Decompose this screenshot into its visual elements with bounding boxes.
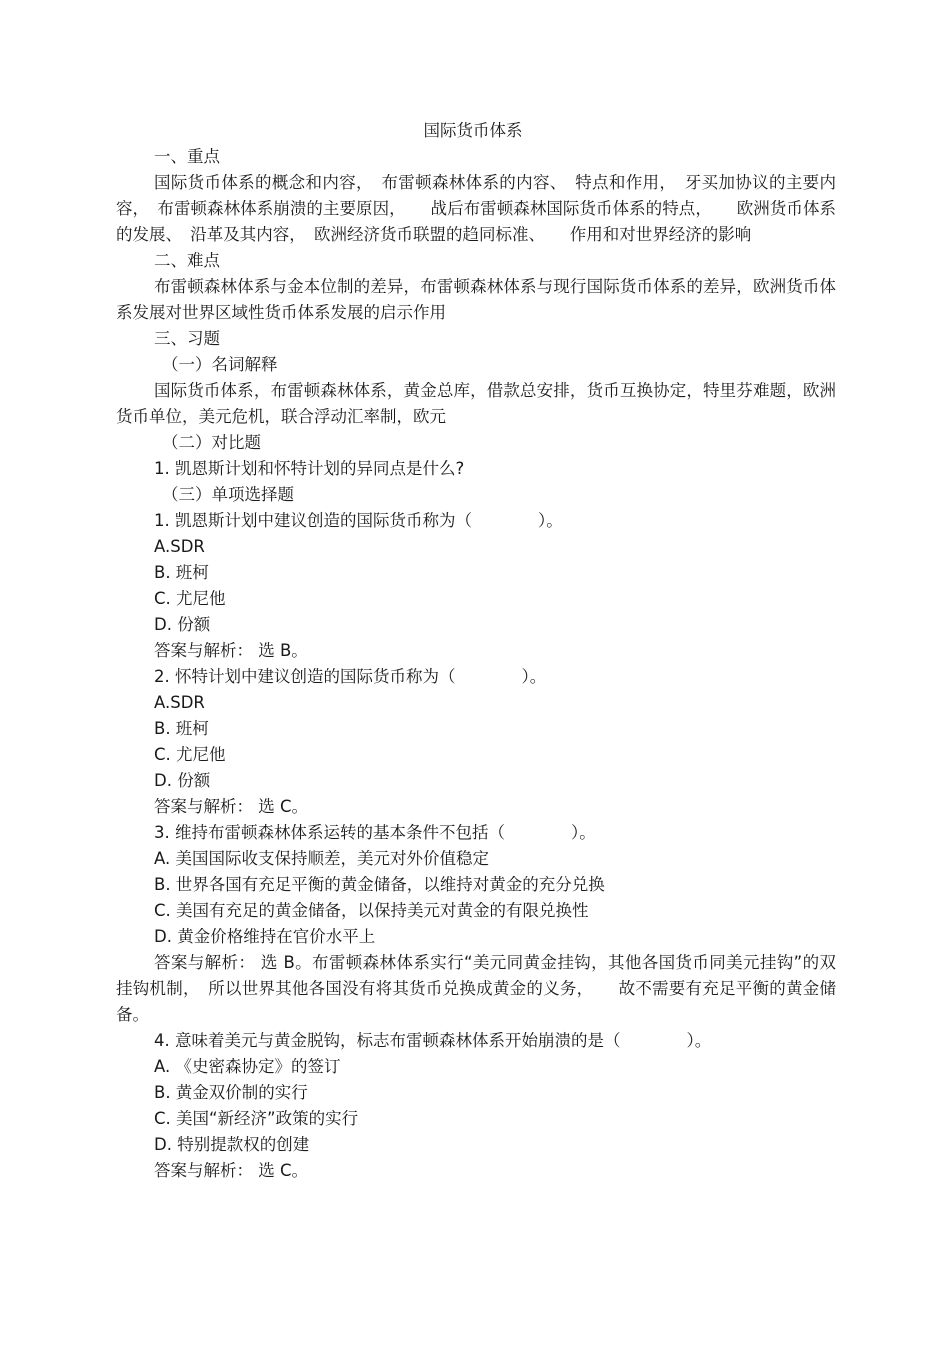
subsection-heading-terms: （一）名词解释	[162, 355, 278, 374]
question-1-option-d: D. 份额	[154, 615, 211, 634]
question-1-option-c: C. 尤尼他	[154, 589, 226, 608]
question-4-answer: 答案与解析： 选 C。	[154, 1161, 309, 1180]
document-content	[116, 118, 836, 1184]
question-2-stem: 2. 怀特计划中建议创造的国际货币称为（ ）。	[154, 667, 547, 686]
subsection-heading-comparison: （二）对比题	[162, 433, 261, 452]
comparison-question: 1. 凯恩斯计划和怀特计划的异同点是什么?	[154, 459, 465, 478]
question-3-answer: 答案与解析： 选 B。布雷顿森林体系实行“美元同黄金挂钩，其他各国货币同美元挂钩”的双挂钩机制， 所以世界其他各国没有将其货币兑换成黄金的义务， 故不需要有充足平衡的黄金储备。	[116, 953, 836, 1024]
difficulties-paragraph: 布雷顿森林体系与金本位制的差异，布雷顿森林体系与现行国际货币体系的差异，欧洲货币体系发展对世界区域性货币体系发展的启示作用	[116, 277, 836, 322]
question-2-option-d: D. 份额	[154, 771, 211, 790]
question-3-option-c: C. 美国有充足的黄金储备，以保持美元对黄金的有限兑换性	[154, 901, 589, 920]
question-4-stem: 4. 意味着美元与黄金脱钩，标志布雷顿森林体系开始崩溃的是（ ）。	[154, 1031, 712, 1050]
section-heading-key-points: 一、重点	[154, 147, 220, 166]
question-4-option-c: C. 美国“新经济”政策的实行	[154, 1109, 359, 1128]
question-1-option-b: B. 班柯	[154, 563, 209, 582]
question-2-option-c: C. 尤尼他	[154, 745, 226, 764]
terms-paragraph: 国际货币体系，布雷顿森林体系，黄金总库，借款总安排，货币互换协定，特里芬难题，欧洲货币单位，美元危机，联合浮动汇率制，欧元	[116, 381, 836, 426]
key-points-paragraph: 国际货币体系的概念和内容， 布雷顿森林体系的内容、 特点和作用， 牙买加协议的主要内容， 布雷顿森林体系崩溃的主要原因， 战后布雷顿森林国际货币体系的特点， 欧洲货币体系的发展、 沿革及其内容， 欧洲经济货币联盟的趋同标准、 作用和对世界经济的影响	[116, 173, 836, 244]
question-2-option-a: A.SDR	[154, 693, 205, 712]
question-4-option-d: D. 特别提款权的创建	[154, 1135, 310, 1154]
question-4-option-a: A. 《史密森协定》的签订	[154, 1057, 341, 1076]
question-3-option-b: B. 世界各国有充足平衡的黄金储备，以维持对黄金的充分兑换	[154, 875, 605, 894]
question-2-answer: 答案与解析： 选 C。	[154, 797, 309, 816]
section-heading-exercises: 三、习题	[154, 329, 220, 348]
question-2-option-b: B. 班柯	[154, 719, 209, 738]
section-heading-difficulties: 二、难点	[154, 251, 220, 270]
question-4-option-b: B. 黄金双价制的实行	[154, 1083, 308, 1102]
question-3-stem: 3. 维持布雷顿森林体系运转的基本条件不包括（ ）。	[154, 823, 596, 842]
question-1-stem: 1. 凯恩斯计划中建议创造的国际货币称为（ ）。	[154, 511, 563, 530]
question-3-option-d: D. 黄金价格维持在官价水平上	[154, 927, 376, 946]
question-1-answer: 答案与解析： 选 B。	[154, 641, 308, 660]
document-title: 国际货币体系	[423, 121, 523, 140]
question-3-option-a: A. 美国国际收支保持顺差，美元对外价值稳定	[154, 849, 489, 868]
subsection-heading-single-choice: （三）单项选择题	[162, 485, 294, 504]
question-1-option-a: A.SDR	[154, 537, 205, 556]
